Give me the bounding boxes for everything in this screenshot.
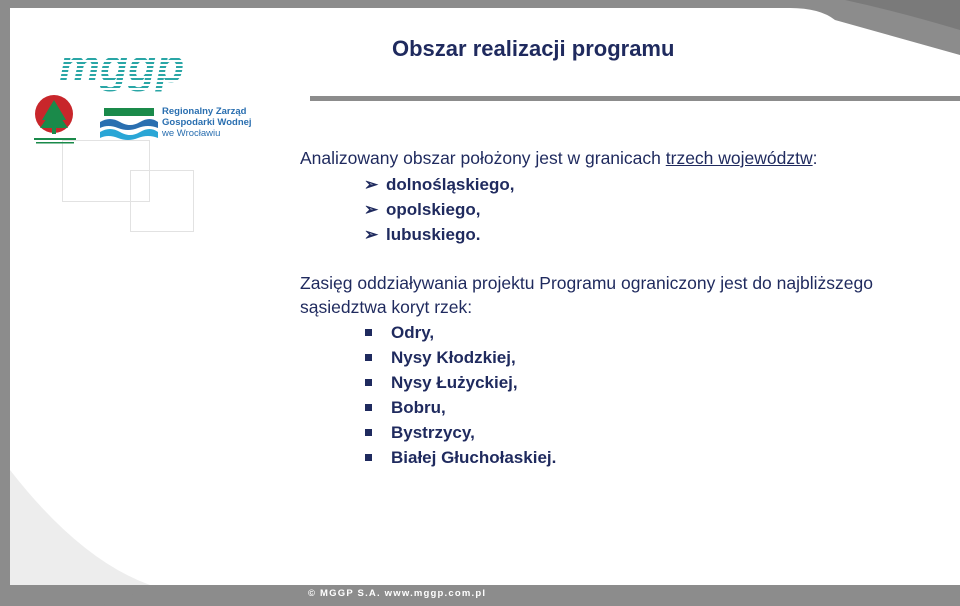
square-bullet-icon (365, 379, 372, 386)
rzgw-line: Regionalny Zarząd (162, 106, 247, 117)
list-item (364, 225, 480, 245)
intro-before: Analizowany obszar położony jest w granicach (300, 148, 666, 168)
intro-after: : (812, 148, 818, 168)
intro-text (300, 148, 818, 169)
list-item (391, 348, 516, 368)
intro-link: trzech województw (665, 148, 813, 168)
square-bullet-icon (365, 329, 372, 336)
list-item-label: Nysy Łużyckiej, (391, 373, 518, 392)
square-bullet-icon (365, 354, 372, 361)
decor-rect (130, 170, 194, 232)
list-item (364, 200, 480, 220)
list-item (364, 175, 514, 195)
list-item-label: Nysy Kłodzkiej, (391, 348, 516, 367)
square-bullet-icon (365, 429, 372, 436)
list-item (391, 448, 556, 468)
list-item-label: Białej Głuchołaskiej. (391, 448, 557, 467)
square-bullet-icon (365, 404, 372, 411)
rzgw-line: Gospodarki Wodnej (162, 117, 252, 128)
list-item-label: Bystrzycy, (391, 423, 475, 442)
scope-text-line1: Zasięg oddziaływania projektu Programu ograniczony jest do najbliższego (300, 273, 873, 293)
mggp-logo (55, 42, 225, 94)
list-item (391, 423, 475, 443)
rzgw-line: we Wrocławiu (162, 128, 221, 139)
list-item-label: Odry, (391, 323, 435, 342)
rzgw-logo-icon (100, 106, 158, 140)
page-title: Obszar realizacji programu (392, 36, 675, 61)
footer-copyright: © MGGP S.A. www.mggp.com.pl (308, 588, 487, 599)
list-item (391, 398, 446, 418)
rzgw-logo-text (162, 106, 252, 139)
scope-text-line2: sąsiedztwa koryt rzek: (300, 297, 473, 317)
list-item-label: Bobru, (391, 398, 446, 417)
list-item (391, 373, 518, 393)
list-item-label: dolnośląskiego, (386, 175, 515, 194)
square-bullet-icon (365, 454, 372, 461)
arrow-bullet-icon: ➢ (364, 225, 379, 244)
arrow-bullet-icon: ➢ (364, 175, 379, 194)
list-item-label: opolskiego, (386, 200, 481, 219)
list-item-label: lubuskiego. (386, 225, 481, 244)
arrow-bullet-icon: ➢ (364, 200, 379, 219)
nfosigw-logo (30, 94, 80, 150)
list-item (391, 323, 434, 343)
mggp-logo-text: mggp (59, 42, 185, 92)
